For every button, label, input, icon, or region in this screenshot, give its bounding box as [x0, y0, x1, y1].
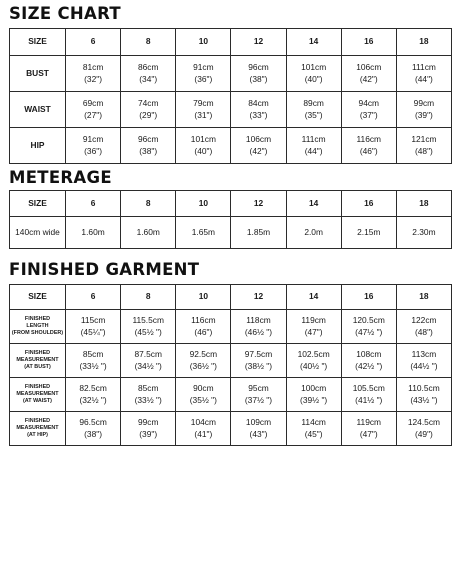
value-cell: 110.5cm (43½ ") [396, 378, 451, 412]
row-label: WAIST [10, 92, 66, 128]
value-cell: 120.5cm (47½ ") [341, 310, 396, 344]
value-cell: 74cm (29") [121, 92, 176, 128]
size-cell: 6 [66, 285, 121, 310]
table-header-row [10, 285, 452, 310]
value-cell: 99cm (39") [396, 92, 451, 128]
value-cell: 82.5cm (32½ ") [66, 378, 121, 412]
value-cell: 89cm (35") [286, 92, 341, 128]
value-cell: 86cm (34") [121, 56, 176, 92]
size-cell: 6 [66, 29, 121, 56]
size-cell: 14 [286, 191, 341, 217]
size-cell: 16 [341, 191, 396, 217]
value-cell: 111cm (44") [286, 128, 341, 164]
meterage-title: METERAGE [9, 168, 112, 187]
value-cell: 87.5cm (34½ ") [121, 344, 176, 378]
value-cell: 108cm (42½ ") [341, 344, 396, 378]
size-cell: 10 [176, 285, 231, 310]
value-cell: 101cm (40") [286, 56, 341, 92]
row-label: FINISHED MEASUREMENT (AT HIP) [10, 412, 66, 446]
size-cell: 8 [121, 191, 176, 217]
value-cell: 106cm (42") [231, 128, 286, 164]
value-cell: 102.5cm (40½ ") [286, 344, 341, 378]
value-cell: 90cm (35½ ") [176, 378, 231, 412]
value-cell: 122cm (48") [396, 310, 451, 344]
size-cell: 6 [66, 191, 121, 217]
value-cell: 118cm (46½ ") [231, 310, 286, 344]
value-cell: 116cm (46") [341, 128, 396, 164]
table-row [10, 378, 452, 412]
size-cell: 10 [176, 29, 231, 56]
value-cell: 96cm (38") [121, 128, 176, 164]
value-cell: 121cm (48") [396, 128, 451, 164]
value-cell: 111cm (44") [396, 56, 451, 92]
value-cell: 119cm (47") [341, 412, 396, 446]
value-cell: 96.5cm (38") [66, 412, 121, 446]
value-cell: 1.65m [176, 217, 231, 249]
size-header-cell: SIZE [10, 285, 66, 310]
size-chart-title: SIZE CHART [9, 4, 121, 23]
size-cell: 10 [176, 191, 231, 217]
row-label: FINISHED MEASUREMENT (AT BUST) [10, 344, 66, 378]
value-cell: 85cm (33½ ") [121, 378, 176, 412]
size-cell: 16 [341, 29, 396, 56]
table-row [10, 92, 452, 128]
value-cell: 101cm (40") [176, 128, 231, 164]
table-row [10, 217, 452, 249]
value-cell: 81cm (32") [66, 56, 121, 92]
row-label: BUST [10, 56, 66, 92]
size-cell: 8 [121, 29, 176, 56]
size-cell: 12 [231, 285, 286, 310]
table-header-row [10, 191, 452, 217]
row-label: FINISHED LENGTH (FROM SHOULDER) [10, 310, 66, 344]
finished-garment-title: FINISHED GARMENT [9, 260, 200, 279]
size-cell: 18 [396, 191, 451, 217]
size-cell: 14 [286, 285, 341, 310]
value-cell: 114cm (45") [286, 412, 341, 446]
value-cell: 95cm (37½ ") [231, 378, 286, 412]
value-cell: 119cm (47") [286, 310, 341, 344]
value-cell: 84cm (33") [231, 92, 286, 128]
size-cell: 18 [396, 285, 451, 310]
size-header-cell: SIZE [10, 191, 66, 217]
size-chart-table [9, 28, 452, 164]
size-cell: 14 [286, 29, 341, 56]
value-cell: 96cm (38") [231, 56, 286, 92]
value-cell: 113cm (44½ ") [396, 344, 451, 378]
table-row [10, 310, 452, 344]
row-label: 140cm wide [10, 217, 66, 249]
value-cell: 115cm (45¼") [66, 310, 121, 344]
value-cell: 100cm (39½ ") [286, 378, 341, 412]
value-cell: 104cm (41") [176, 412, 231, 446]
meterage-table [9, 190, 452, 249]
value-cell: 106cm (42") [341, 56, 396, 92]
table-header-row [10, 29, 452, 56]
table-row [10, 128, 452, 164]
value-cell: 115.5cm (45½ ") [121, 310, 176, 344]
value-cell: 91cm (36") [66, 128, 121, 164]
size-cell: 8 [121, 285, 176, 310]
size-header-cell: SIZE [10, 29, 66, 56]
row-label: FINISHED MEASUREMENT (AT WAIST) [10, 378, 66, 412]
table-row [10, 412, 452, 446]
value-cell: 1.60m [121, 217, 176, 249]
value-cell: 1.60m [66, 217, 121, 249]
table-row [10, 344, 452, 378]
value-cell: 2.0m [286, 217, 341, 249]
value-cell: 124.5cm (49") [396, 412, 451, 446]
value-cell: 69cm (27") [66, 92, 121, 128]
value-cell: 2.30m [396, 217, 451, 249]
row-label: HIP [10, 128, 66, 164]
finished-garment-table [9, 284, 452, 446]
value-cell: 99cm (39") [121, 412, 176, 446]
value-cell: 85cm (33½ ") [66, 344, 121, 378]
value-cell: 116cm (46") [176, 310, 231, 344]
value-cell: 109cm (43") [231, 412, 286, 446]
value-cell: 92.5cm (36½ ") [176, 344, 231, 378]
size-cell: 18 [396, 29, 451, 56]
size-cell: 12 [231, 191, 286, 217]
value-cell: 1.85m [231, 217, 286, 249]
value-cell: 2.15m [341, 217, 396, 249]
size-cell: 16 [341, 285, 396, 310]
table-row [10, 56, 452, 92]
value-cell: 105.5cm (41½ ") [341, 378, 396, 412]
size-cell: 12 [231, 29, 286, 56]
value-cell: 91cm (36") [176, 56, 231, 92]
value-cell: 79cm (31") [176, 92, 231, 128]
value-cell: 94cm (37") [341, 92, 396, 128]
value-cell: 97.5cm (38½ ") [231, 344, 286, 378]
